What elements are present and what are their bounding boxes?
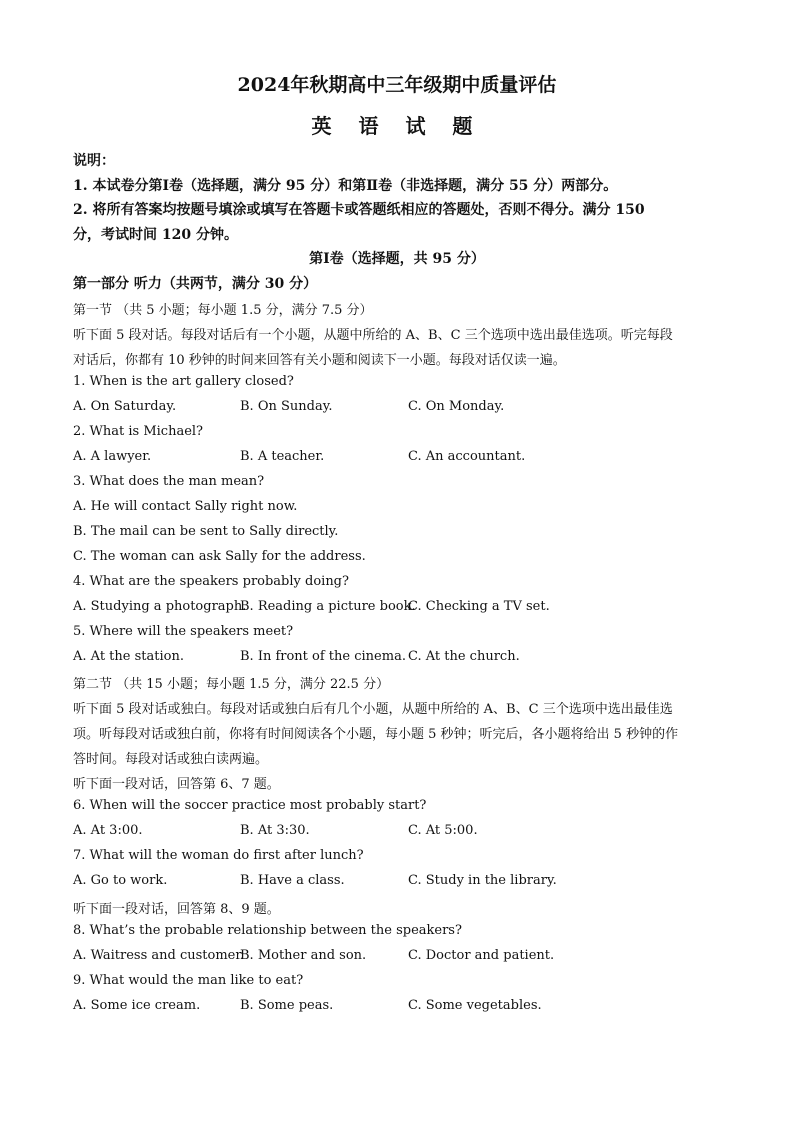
question-4-option-c: C. Checking a TV set.: [408, 599, 550, 614]
question-2-option-a: A. A lawyer.: [73, 449, 152, 464]
question-2-stem: 2. What is Michael?: [73, 424, 204, 439]
question-5-option-c: C. At the church.: [408, 649, 520, 664]
volume-1-title: 第Ⅰ卷（选择题，共 95 分）: [309, 251, 485, 267]
question-9-option-c: C. Some vegetables.: [408, 998, 542, 1013]
question-8-option-c: C. Doctor and patient.: [408, 948, 555, 963]
question-5-option-a: A. At the station.: [73, 649, 184, 664]
section-2-directions-line-3: 答时间。每段对话或独白读两遍。: [73, 752, 269, 767]
question-4-option-b: B. Reading a picture book.: [240, 599, 416, 614]
instructions-heading: 说明：: [73, 153, 115, 169]
question-6-option-c: C. At 5:00.: [408, 823, 478, 838]
question-1-option-b: B. On Sunday.: [240, 399, 333, 414]
question-1-option-c: C. On Monday.: [408, 399, 505, 414]
question-7-option-b: B. Have a class.: [240, 873, 345, 888]
exam-title: 2024年秋期高中三年级期中质量评估: [237, 74, 557, 96]
question-3-stem: 3. What does the man mean?: [73, 474, 265, 489]
question-2-option-c: C. An accountant.: [408, 449, 526, 464]
instruction-item-2-line-2: 分，考试时间 120 分钟。: [73, 227, 238, 243]
question-1-option-a: A. On Saturday.: [73, 399, 177, 414]
section-1-title: 第一节 （共 5 小题；每小题 1.5 分，满分 7.5 分）: [73, 303, 373, 318]
question-6-option-a: A. At 3:00.: [73, 823, 143, 838]
question-9-option-b: B. Some peas.: [240, 998, 334, 1013]
question-7-stem: 7. What will the woman do first after lunch?: [73, 848, 364, 863]
section-1-directions-line-2: 对话后，你都有 10 秒钟的时间来回答有关小题和阅读下一小题。每段对话仅读一遍。: [73, 353, 566, 368]
question-9-option-a: A. Some ice cream.: [73, 998, 201, 1013]
question-6-option-b: B. At 3:30.: [240, 823, 310, 838]
section-2-directions-line-2: 项。听每段对话或独白前，你将有时间阅读各个小题，每小题 5 秒钟；听完后，各小题将给出 5 秒钟的作: [73, 727, 679, 742]
subject-title: 英 语 试 题: [311, 114, 483, 138]
question-5-option-b: B. In front of the cinema.: [240, 649, 406, 664]
question-4-option-a: A. Studying a photograph.: [73, 599, 247, 614]
question-9-stem: 9. What would the man like to eat?: [73, 973, 304, 988]
section-1-directions-line-1: 听下面 5 段对话。每段对话后有一个小题，从题中所给的 A、B、C 三个选项中选出最佳选项。听完每段: [73, 328, 673, 343]
section-2-directions-line-1: 听下面 5 段对话或独白。每段对话或独白后有几个小题，从题中所给的 A、B、C 三个选项中选出最佳选: [73, 702, 673, 717]
instruction-item-2-line-1: 2. 将所有答案均按题号填涂或填写在答题卡或答题纸相应的答题处，否则不得分。满分 150: [73, 202, 645, 218]
question-3-option-a: A. He will contact Sally right now.: [73, 499, 298, 514]
prompt-questions-8-9: 听下面一段对话，回答第 8、9 题。: [73, 902, 280, 917]
question-8-stem: 8. What’s the probable relationship between the speakers?: [73, 923, 462, 938]
instruction-item-1: 1. 本试卷分第Ⅰ卷（选择题，满分 95 分）和第Ⅱ卷（非选择题，满分 55 分）两部分。: [73, 178, 618, 194]
question-8-option-b: B. Mother and son.: [240, 948, 367, 963]
question-7-option-c: C. Study in the library.: [408, 873, 557, 888]
question-3-option-c: C. The woman can ask Sally for the address.: [73, 549, 366, 564]
section-2-title: 第二节 （共 15 小题；每小题 1.5 分，满分 22.5 分）: [73, 677, 390, 692]
question-3-option-b: B. The mail can be sent to Sally directly.: [73, 524, 339, 539]
question-1-stem: 1. When is the art gallery closed?: [73, 374, 294, 389]
question-7-option-a: A. Go to work.: [73, 873, 168, 888]
question-2-option-b: B. A teacher.: [240, 449, 325, 464]
question-4-stem: 4. What are the speakers probably doing?: [73, 574, 349, 589]
question-6-stem: 6. When will the soccer practice most probably start?: [73, 798, 427, 813]
prompt-questions-6-7: 听下面一段对话，回答第 6、7 题。: [73, 777, 280, 792]
question-8-option-a: A. Waitress and customer.: [73, 948, 245, 963]
question-5-stem: 5. Where will the speakers meet?: [73, 624, 294, 639]
part-1-title: 第一部分 听力（共两节，满分 30 分）: [73, 276, 318, 292]
